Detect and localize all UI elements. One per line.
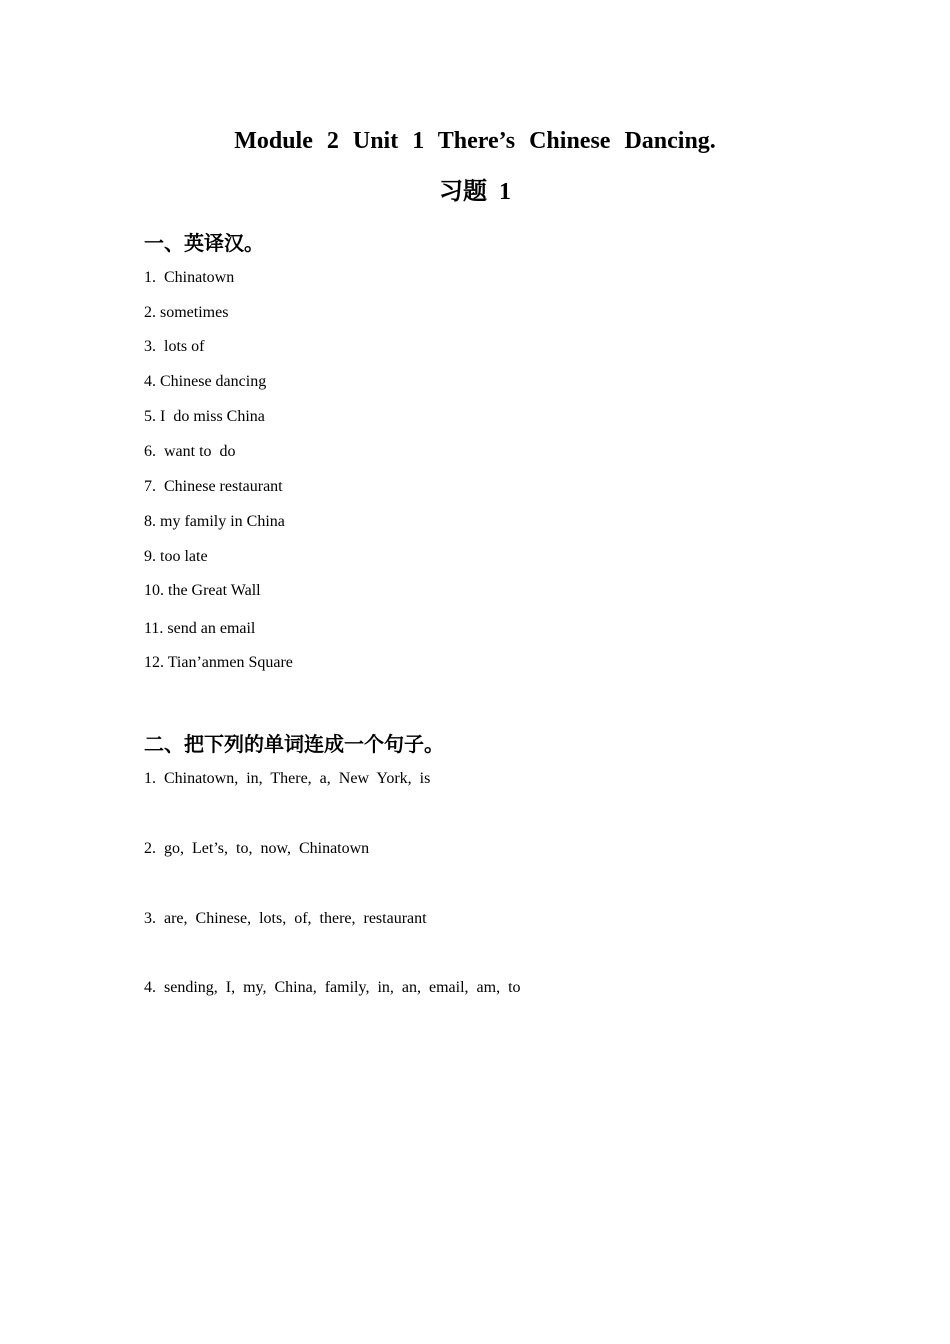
section1-item: 11. send an email — [144, 620, 256, 637]
section1-item: 8. my family in China — [144, 513, 285, 530]
document-title: Module 2 Unit 1 There’s Chinese Dancing. — [234, 128, 716, 154]
section2-item: 3. are, Chinese, lots, of, there, restaurant — [144, 910, 427, 927]
section1-item: 4. Chinese dancing — [144, 373, 267, 390]
section1-item: 12. Tian’anmen Square — [144, 654, 293, 671]
section1-item: 6. want to do — [144, 443, 236, 460]
section2-item: 1. Chinatown, in, There, a, New York, is — [144, 770, 431, 787]
section1-item: 9. too late — [144, 548, 208, 565]
section1-item: 7. Chinese restaurant — [144, 478, 283, 495]
section1-item: 10. the Great Wall — [144, 582, 261, 599]
section1-item: 5. I do miss China — [144, 408, 265, 425]
exercise-subtitle: 习题 1 — [439, 179, 511, 205]
section1-item: 1. Chinatown — [144, 269, 235, 286]
section1-item: 2. sometimes — [144, 304, 229, 321]
section2-item: 4. sending, I, my, China, family, in, an, email, am, to — [144, 979, 521, 996]
section1-heading: 一、英译汉。 — [144, 231, 264, 255]
section1-item: 3. lots of — [144, 338, 205, 355]
section2-item: 2. go, Let’s, to, now, Chinatown — [144, 840, 370, 857]
section2-heading: 二、把下列的单词连成一个句子。 — [144, 732, 444, 756]
